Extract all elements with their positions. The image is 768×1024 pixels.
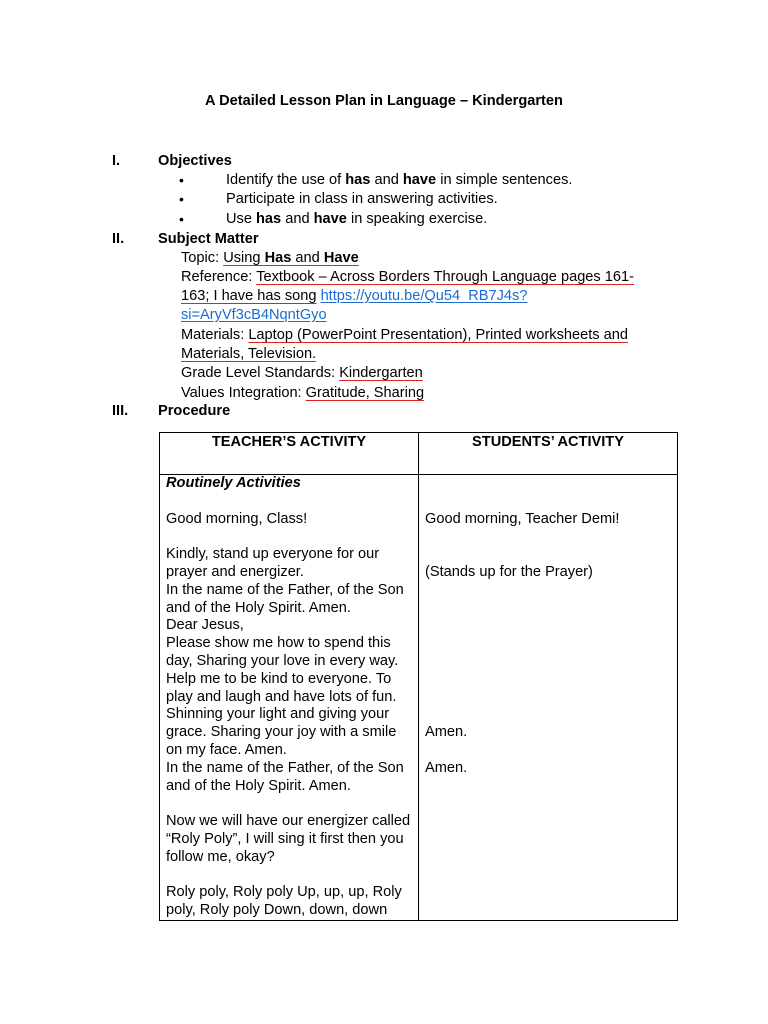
students-activity-cell	[419, 475, 678, 921]
materials-line-2: Materials, Television.	[181, 346, 317, 362]
bullet-icon: •	[179, 191, 184, 207]
teacher-activity-cell	[160, 475, 419, 921]
document-title: A Detailed Lesson Plan in Language – Kindergarten	[205, 93, 563, 109]
section-numeral-ii: II.	[112, 231, 125, 247]
grade-level-line: Grade Level Standards: Kindergarten	[181, 365, 423, 381]
objective-item: Participate in class in answering activities.	[226, 191, 498, 207]
teacher-line: Kindly, stand up everyone for our prayer and energizer.	[166, 546, 380, 580]
topic-line: Topic: Using Has and Have	[181, 250, 359, 266]
section-heading-procedure: Procedure	[158, 403, 231, 419]
teacher-activity-header: TEACHER’S ACTIVITY	[160, 433, 419, 475]
values-integration-line: Values Integration: Gratitude, Sharing	[181, 385, 425, 401]
teacher-line: Dear Jesus,	[166, 617, 244, 634]
student-line: Good morning, Teacher Demi!	[425, 510, 620, 527]
teacher-line: Please show me how to spend this day, Sharing your love in every way. Help me to be kind to everyone. To play and laugh and have lots of fun. Shinning your light and giving your grace. Sharing your joy with a smile on my face. Amen.	[166, 635, 399, 758]
student-line: Amen.	[425, 724, 468, 741]
objective-item: Use has and have in speaking exercise.	[226, 211, 488, 227]
teacher-line: In the name of the Father, of the Son and of the Holy Spirit. Amen.	[166, 581, 404, 616]
reference-line-3	[181, 307, 327, 323]
table-header-row	[160, 433, 678, 475]
reference-link[interactable]: https://youtu.be/Qu54_RB7J4s?	[320, 288, 528, 304]
section-heading-objectives: Objectives	[158, 153, 232, 169]
teacher-line: Now we will have our energizer called “Roly Poly”, I will sing it first then you follow me, okay?	[166, 813, 411, 865]
student-line: (Stands up for the Prayer)	[425, 563, 593, 580]
routine-heading: Routinely Activities	[166, 475, 301, 491]
section-numeral-iii: III.	[112, 403, 129, 419]
teacher-line: Roly poly, Roly poly Up, up, up, Roly poly, Roly poly Down, down, down	[166, 884, 402, 919]
reference-link-cont[interactable]: si=AryVf3cB4NqntGyo	[181, 307, 327, 323]
teacher-line: Good morning, Class!	[166, 510, 308, 527]
students-activity-header: STUDENTS’ ACTIVITY	[419, 433, 678, 475]
bullet-icon: •	[179, 172, 184, 188]
section-heading-subject-matter: Subject Matter	[158, 231, 259, 247]
section-numeral-i: I.	[112, 153, 121, 169]
table-row	[160, 475, 678, 921]
procedure-table	[159, 432, 678, 921]
objective-item: Identify the use of has and have in simple sentences.	[226, 172, 573, 188]
reference-line-2: 163; I have has song https://youtu.be/Qu54_RB7J4s?	[181, 288, 528, 304]
student-line: Amen.	[425, 759, 468, 776]
teacher-line: In the name of the Father, of the Son and of the Holy Spirit. Amen.	[166, 759, 404, 794]
bullet-icon: •	[179, 211, 184, 227]
reference-line: Reference: Textbook – Across Borders Through Language pages 161-	[181, 269, 634, 285]
materials-line: Materials: Laptop (PowerPoint Presentation), Printed worksheets and	[181, 327, 628, 343]
